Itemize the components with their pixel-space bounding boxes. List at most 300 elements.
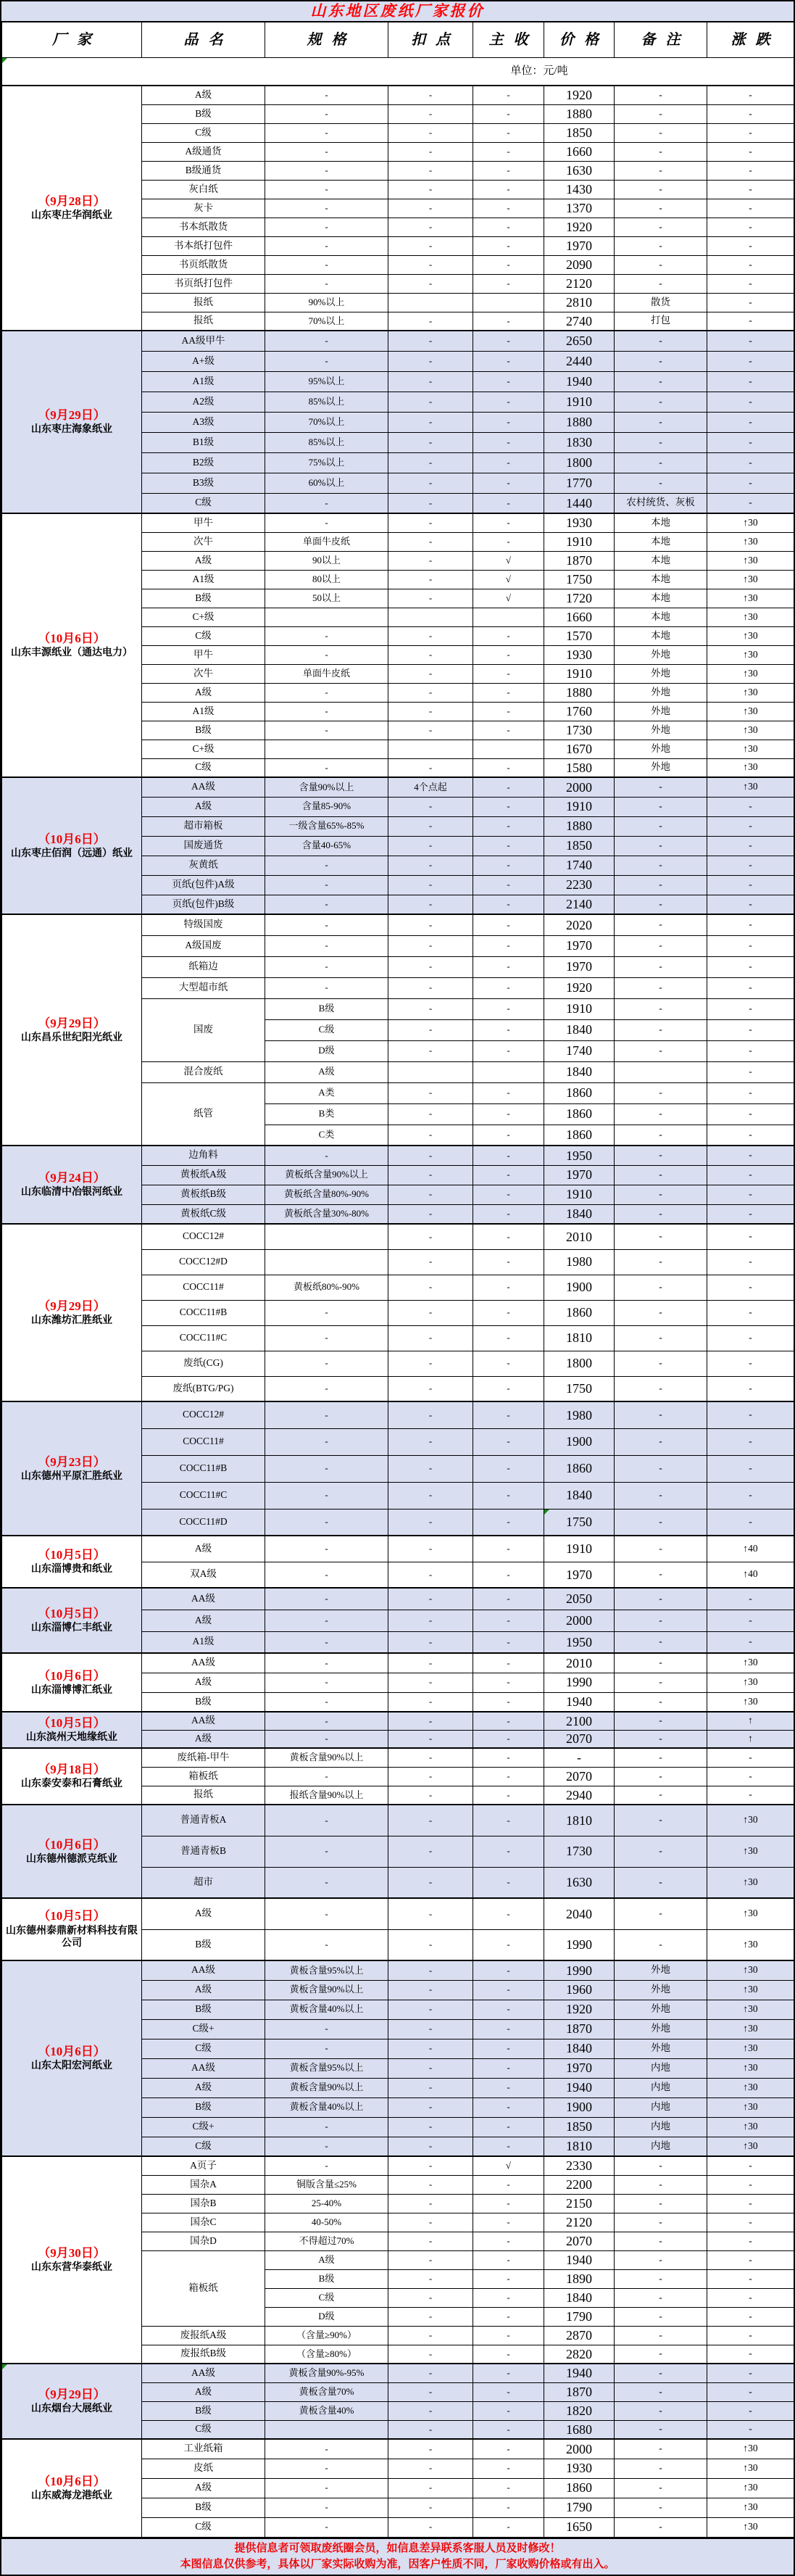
product-cell: A1级 bbox=[142, 1631, 265, 1653]
product-cell: COCC11#B bbox=[142, 1300, 265, 1325]
deduction-cell: - bbox=[388, 1653, 473, 1673]
change-cell: - bbox=[707, 1185, 794, 1204]
product-cell: COCC12# bbox=[142, 1224, 265, 1249]
deduction-cell: - bbox=[388, 914, 473, 935]
spec-cell: - bbox=[265, 1482, 388, 1509]
deduction-cell: - bbox=[388, 1836, 473, 1867]
note-cell: - bbox=[615, 797, 707, 816]
note-cell: - bbox=[615, 1730, 707, 1748]
main-collect-cell: - bbox=[473, 626, 544, 645]
change-cell: - bbox=[707, 1082, 794, 1103]
spec-cell: 黄板含量95%以上 bbox=[265, 2058, 388, 2078]
spec-cell: 铜版含量≤25% bbox=[265, 2175, 388, 2194]
change-cell: ↑30 bbox=[707, 626, 794, 645]
change-cell: ↑30 bbox=[707, 2498, 794, 2517]
note-cell: 外地 bbox=[615, 683, 707, 702]
deduction-cell: - bbox=[388, 551, 473, 570]
change-cell: - bbox=[707, 1786, 794, 1805]
change-cell: - bbox=[707, 392, 794, 412]
factory-section bbox=[2, 914, 794, 1146]
price-cell: 2070 bbox=[544, 2232, 615, 2250]
product-cell: 皮纸 bbox=[142, 2459, 265, 2478]
product-cell: A页子 bbox=[142, 2156, 265, 2175]
page-title: 山东地区废纸厂家报价 bbox=[1, 1, 794, 22]
spec-cell: - bbox=[265, 199, 388, 218]
spec-cell: 报纸含量90%以上 bbox=[265, 1786, 388, 1805]
main-collect-cell: - bbox=[473, 1185, 544, 1204]
change-cell: - bbox=[707, 2326, 794, 2345]
spec-cell: - bbox=[265, 513, 388, 532]
spec-cell: - bbox=[265, 1610, 388, 1631]
deduction-cell: - bbox=[388, 816, 473, 836]
main-collect-cell: - bbox=[473, 2232, 544, 2250]
spec-cell: - bbox=[265, 2039, 388, 2058]
change-cell: - bbox=[707, 1631, 794, 1653]
spec-cell: 90%以上 bbox=[265, 293, 388, 312]
deduction-cell bbox=[388, 293, 473, 312]
price-cell: 2940 bbox=[544, 1786, 615, 1805]
change-cell: ↑30 bbox=[707, 608, 794, 626]
main-collect-cell: - bbox=[473, 199, 544, 218]
price-cell: 1660 bbox=[544, 142, 615, 161]
deduction-cell: - bbox=[388, 2517, 473, 2537]
product-cell: C+级 bbox=[142, 740, 265, 758]
factory-section bbox=[2, 86, 794, 331]
change-cell: - bbox=[707, 236, 794, 255]
main-collect-cell: - bbox=[473, 1275, 544, 1300]
change-cell: - bbox=[707, 1351, 794, 1376]
spec-cell: 黄板含量40%以上 bbox=[265, 2000, 388, 2019]
product-cell: 书本纸打包件 bbox=[142, 236, 265, 255]
change-cell: - bbox=[707, 797, 794, 816]
main-collect-cell: - bbox=[473, 935, 544, 956]
spec-cell: - bbox=[265, 2156, 388, 2175]
price-cell: 1860 bbox=[544, 1082, 615, 1103]
note-cell: - bbox=[615, 331, 707, 351]
main-collect-cell: - bbox=[473, 1249, 544, 1275]
main-collect-cell: - bbox=[473, 1610, 544, 1631]
price-cell: 1940 bbox=[544, 371, 615, 392]
note-cell: - bbox=[615, 1249, 707, 1275]
change-cell: - bbox=[707, 1103, 794, 1125]
note-cell: - bbox=[615, 2175, 707, 2194]
product-cell: AA级甲牛 bbox=[142, 331, 265, 351]
factory-cell bbox=[2, 1898, 142, 1960]
price-cell: 2150 bbox=[544, 2194, 615, 2213]
deduction-cell: - bbox=[388, 2019, 473, 2039]
spec-cell: - bbox=[265, 1653, 388, 1673]
change-cell: - bbox=[707, 998, 794, 1019]
deduction-cell: - bbox=[388, 1455, 473, 1482]
product-cell: 灰白纸 bbox=[142, 180, 265, 199]
factory-name: 山东泰安泰和石膏纸业 bbox=[21, 1778, 122, 1790]
table-row bbox=[2, 1536, 794, 1562]
price-cell: 1950 bbox=[544, 1146, 615, 1165]
price-cell: 1790 bbox=[544, 2307, 615, 2326]
spec-cell: - bbox=[265, 1300, 388, 1325]
note-cell: 外地 bbox=[615, 721, 707, 740]
table-row bbox=[2, 1960, 794, 1980]
deduction-cell: - bbox=[388, 856, 473, 875]
note-cell: - bbox=[615, 412, 707, 432]
note-cell: - bbox=[615, 432, 707, 452]
product-cell: COCC11# bbox=[142, 1428, 265, 1455]
main-collect-cell: - bbox=[473, 1455, 544, 1482]
table-row bbox=[2, 1588, 794, 1610]
change-cell: ↑30 bbox=[707, 532, 794, 551]
change-cell: ↑30 bbox=[707, 1673, 794, 1692]
change-cell: - bbox=[707, 2345, 794, 2364]
change-cell: - bbox=[707, 142, 794, 161]
deduction-cell: - bbox=[388, 2459, 473, 2478]
product-cell: 书本纸散货 bbox=[142, 218, 265, 236]
change-cell: ↑30 bbox=[707, 2097, 794, 2117]
note-cell: - bbox=[615, 2250, 707, 2269]
price-cell: 2810 bbox=[544, 293, 615, 312]
product-cell: C级 bbox=[142, 2137, 265, 2156]
quote-date: （10月6日） bbox=[38, 631, 106, 646]
spec-cell: - bbox=[265, 1325, 388, 1351]
spec-cell: - bbox=[265, 977, 388, 998]
factory-cell bbox=[2, 1748, 142, 1805]
deduction-cell: - bbox=[388, 895, 473, 914]
price-cell: 1910 bbox=[544, 392, 615, 412]
main-collect-cell: - bbox=[473, 2250, 544, 2269]
product-cell: A级 bbox=[142, 1536, 265, 1562]
change-cell: - bbox=[707, 2382, 794, 2401]
note-cell: - bbox=[615, 2459, 707, 2478]
main-collect-cell: - bbox=[473, 1692, 544, 1712]
spec-cell: 85%以上 bbox=[265, 392, 388, 412]
price-cell: 2100 bbox=[544, 1712, 615, 1730]
price-cell: 1880 bbox=[544, 683, 615, 702]
product-cell: 废报纸B级 bbox=[142, 2345, 265, 2364]
main-collect-cell: - bbox=[473, 432, 544, 452]
product-cell: AA级 bbox=[142, 1588, 265, 1610]
deduction-cell: 4个点起 bbox=[388, 777, 473, 797]
main-collect-cell: - bbox=[473, 2326, 544, 2345]
deduction-cell: - bbox=[388, 1712, 473, 1730]
price-cell: 1990 bbox=[544, 1673, 615, 1692]
change-cell: - bbox=[707, 371, 794, 392]
deduction-cell: - bbox=[388, 1536, 473, 1562]
price-cell: 1860 bbox=[544, 1300, 615, 1325]
main-collect-cell: - bbox=[473, 1325, 544, 1351]
deduction-cell: - bbox=[388, 1562, 473, 1588]
main-collect-cell: - bbox=[473, 1786, 544, 1805]
change-cell: - bbox=[707, 895, 794, 914]
product-cell: A级 bbox=[142, 551, 265, 570]
note-cell: - bbox=[615, 914, 707, 935]
product-cell: A级 bbox=[142, 86, 265, 104]
change-cell: - bbox=[707, 473, 794, 493]
main-collect-cell: - bbox=[473, 1224, 544, 1249]
note-cell: - bbox=[615, 1712, 707, 1730]
price-cell: 2090 bbox=[544, 255, 615, 274]
footer-disclaimer bbox=[1, 2538, 794, 2575]
price-cell: 1920 bbox=[544, 218, 615, 236]
change-cell: - bbox=[707, 2420, 794, 2439]
spec-cell: - bbox=[265, 1401, 388, 1428]
product-cell: 灰黄纸 bbox=[142, 856, 265, 875]
product-cell: C级 bbox=[142, 493, 265, 513]
table-row bbox=[2, 1898, 794, 1929]
main-collect-cell: - bbox=[473, 2307, 544, 2326]
note-cell: - bbox=[615, 2364, 707, 2382]
note-cell: 外地 bbox=[615, 740, 707, 758]
spec-cell: 80以上 bbox=[265, 570, 388, 589]
factory-cell bbox=[2, 2439, 142, 2537]
spec-cell: D级 bbox=[265, 1040, 388, 1061]
main-collect-cell: - bbox=[473, 2364, 544, 2382]
note-cell: - bbox=[615, 1082, 707, 1103]
factory-name: 山东威海龙港纸业 bbox=[31, 2490, 112, 2502]
table-row bbox=[2, 86, 794, 104]
spec-cell: C级 bbox=[265, 1019, 388, 1040]
change-cell: - bbox=[707, 2156, 794, 2175]
main-collect-cell: - bbox=[473, 2345, 544, 2364]
product-cell: B1级 bbox=[142, 432, 265, 452]
main-collect-cell bbox=[473, 740, 544, 758]
deduction-cell: - bbox=[388, 2401, 473, 2420]
factory-cell bbox=[2, 1588, 142, 1653]
deduction-cell: - bbox=[388, 2269, 473, 2288]
footer-line-2: 本图信息仅供参考，具体以厂家实际收购为准，因客户性质不同，厂家收购价格或有出入。 bbox=[180, 2558, 615, 2570]
change-cell: - bbox=[707, 977, 794, 998]
note-cell: - bbox=[615, 1748, 707, 1767]
price-cell: 2740 bbox=[544, 312, 615, 331]
deduction-cell: - bbox=[388, 2078, 473, 2097]
deduction-cell: - bbox=[388, 2382, 473, 2401]
change-cell: - bbox=[707, 493, 794, 513]
main-collect-cell: - bbox=[473, 2401, 544, 2420]
price-cell: 1820 bbox=[544, 2401, 615, 2420]
change-cell: - bbox=[707, 1748, 794, 1767]
spec-cell: 黄板纸80%-90% bbox=[265, 1275, 388, 1300]
factory-cell bbox=[2, 1712, 142, 1748]
deduction-cell: - bbox=[388, 2097, 473, 2117]
spec-cell: - bbox=[265, 956, 388, 977]
price-cell: 1660 bbox=[544, 608, 615, 626]
product-cell: C级 bbox=[142, 758, 265, 777]
change-cell: - bbox=[707, 1588, 794, 1610]
main-collect-cell: √ bbox=[473, 2156, 544, 2175]
deduction-cell: - bbox=[388, 1610, 473, 1631]
main-collect-cell: - bbox=[473, 1748, 544, 1767]
change-cell: ↑30 bbox=[707, 2439, 794, 2459]
note-cell: - bbox=[615, 1929, 707, 1960]
main-collect-cell: - bbox=[473, 142, 544, 161]
quote-date: （9月29日） bbox=[38, 1299, 106, 1313]
table-row bbox=[2, 1653, 794, 1673]
spec-cell bbox=[265, 608, 388, 626]
change-cell: - bbox=[707, 1428, 794, 1455]
spec-cell: 含量90%以上 bbox=[265, 777, 388, 797]
deduction-cell: - bbox=[388, 2326, 473, 2345]
change-cell: ↑30 bbox=[707, 645, 794, 664]
note-cell: - bbox=[615, 1673, 707, 1692]
note-cell: - bbox=[615, 142, 707, 161]
main-collect-cell: - bbox=[473, 331, 544, 351]
factory-name: 山东枣庄海象纸业 bbox=[31, 424, 112, 436]
spec-cell: 40-50% bbox=[265, 2213, 388, 2232]
product-cell: 国废通货 bbox=[142, 836, 265, 856]
price-cell: 1750 bbox=[544, 1509, 615, 1536]
factory-name: 山东淄博博汇纸业 bbox=[31, 1684, 112, 1696]
factory-section bbox=[2, 1960, 794, 2156]
table-row bbox=[2, 1805, 794, 1836]
note-cell: - bbox=[615, 86, 707, 104]
price-cell: 1810 bbox=[544, 1805, 615, 1836]
factory-section bbox=[2, 1588, 794, 1653]
change-cell: - bbox=[707, 161, 794, 180]
deduction-cell: - bbox=[388, 2175, 473, 2194]
spec-cell: - bbox=[265, 2117, 388, 2137]
deduction-cell: - bbox=[388, 236, 473, 255]
factory-section bbox=[2, 513, 794, 777]
spec-cell: 95%以上 bbox=[265, 371, 388, 392]
note-cell: - bbox=[615, 816, 707, 836]
quote-date: （10月5日） bbox=[38, 1716, 106, 1731]
price-cell: 1930 bbox=[544, 645, 615, 664]
change-cell: ↑40 bbox=[707, 1536, 794, 1562]
table-row bbox=[2, 2439, 794, 2459]
spec-cell: - bbox=[265, 1631, 388, 1653]
note-cell: - bbox=[615, 2194, 707, 2213]
spec-cell: - bbox=[265, 1351, 388, 1376]
main-collect-cell: - bbox=[473, 371, 544, 392]
deduction-cell: - bbox=[388, 473, 473, 493]
note-cell: - bbox=[615, 1185, 707, 1204]
note-cell: - bbox=[615, 875, 707, 895]
change-cell: - bbox=[707, 312, 794, 331]
main-collect-cell: - bbox=[473, 392, 544, 412]
main-collect-cell: - bbox=[473, 532, 544, 551]
deduction-cell: - bbox=[388, 1692, 473, 1712]
factory-cell bbox=[2, 86, 142, 331]
quote-date: （9月29日） bbox=[38, 408, 106, 423]
price-cell: 1810 bbox=[544, 1325, 615, 1351]
price-cell: 2870 bbox=[544, 2326, 615, 2345]
product-cell: 废纸(CG) bbox=[142, 1351, 265, 1376]
change-cell: - bbox=[707, 1482, 794, 1509]
change-cell: - bbox=[707, 1401, 794, 1428]
factory-section bbox=[2, 2439, 794, 2537]
change-cell: - bbox=[707, 875, 794, 895]
deduction-cell: - bbox=[388, 2117, 473, 2137]
note-cell: - bbox=[615, 977, 707, 998]
product-cell: COCC12#D bbox=[142, 1249, 265, 1275]
price-cell: 1860 bbox=[544, 2478, 615, 2498]
spec-cell: 85%以上 bbox=[265, 432, 388, 452]
product-cell: B级通货 bbox=[142, 161, 265, 180]
note-cell: - bbox=[615, 351, 707, 371]
product-cell: 页纸(包件)B级 bbox=[142, 895, 265, 914]
main-collect-cell: - bbox=[473, 777, 544, 797]
main-collect-cell: - bbox=[473, 702, 544, 721]
price-cell: 1910 bbox=[544, 1536, 615, 1562]
price-cell: 2000 bbox=[544, 1610, 615, 1631]
change-cell: - bbox=[707, 2307, 794, 2326]
price-cell: 1670 bbox=[544, 740, 615, 758]
price-cell: 2070 bbox=[544, 1730, 615, 1748]
price-cell: 1870 bbox=[544, 2382, 615, 2401]
price-cell: 1440 bbox=[544, 493, 615, 513]
deduction-cell: - bbox=[388, 2364, 473, 2382]
change-cell: ↑30 bbox=[707, 2058, 794, 2078]
deduction-cell: - bbox=[388, 161, 473, 180]
spec-cell: 70%以上 bbox=[265, 312, 388, 331]
note-cell: - bbox=[615, 236, 707, 255]
spec-cell: - bbox=[265, 2478, 388, 2498]
spec-cell: - bbox=[265, 2459, 388, 2478]
note-cell: - bbox=[615, 218, 707, 236]
main-collect-cell: - bbox=[473, 2097, 544, 2117]
deduction-cell: - bbox=[388, 2194, 473, 2213]
note-cell: - bbox=[615, 161, 707, 180]
table-row bbox=[2, 331, 794, 351]
product-cell: 甲牛 bbox=[142, 645, 265, 664]
note-cell: - bbox=[615, 1867, 707, 1898]
note-cell: - bbox=[615, 1588, 707, 1610]
price-cell: 1900 bbox=[544, 2097, 615, 2117]
note-cell: - bbox=[615, 274, 707, 293]
deduction-cell: - bbox=[388, 645, 473, 664]
price-cell: 1900 bbox=[544, 1275, 615, 1300]
deduction-cell: - bbox=[388, 1748, 473, 1767]
note-cell: 散货 bbox=[615, 293, 707, 312]
product-cell: B2级 bbox=[142, 452, 265, 473]
price-cell: 1990 bbox=[544, 1960, 615, 1980]
note-cell: 本地 bbox=[615, 626, 707, 645]
deduction-cell: - bbox=[388, 589, 473, 608]
factory-name: 山东枣庄佰润（远通）纸业 bbox=[11, 848, 133, 859]
main-collect-cell: - bbox=[473, 2517, 544, 2537]
note-cell: - bbox=[615, 473, 707, 493]
note-cell: - bbox=[615, 2326, 707, 2345]
note-cell: 本地 bbox=[615, 551, 707, 570]
factory-cell bbox=[2, 513, 142, 777]
change-cell: - bbox=[707, 1125, 794, 1146]
product-cell: B级 bbox=[142, 2498, 265, 2517]
deduction-cell: - bbox=[388, 1482, 473, 1509]
price-cell: - bbox=[544, 1748, 615, 1767]
product-cell: A级 bbox=[142, 2382, 265, 2401]
change-cell: - bbox=[707, 1040, 794, 1061]
change-cell: ↑30 bbox=[707, 1836, 794, 1867]
note-cell: - bbox=[615, 895, 707, 914]
change-cell: - bbox=[707, 956, 794, 977]
deduction-cell: - bbox=[388, 371, 473, 392]
main-collect-cell: - bbox=[473, 1562, 544, 1588]
spec-cell bbox=[265, 1224, 388, 1249]
spec-cell: - bbox=[265, 758, 388, 777]
deduction-cell: - bbox=[388, 1146, 473, 1165]
spec-cell: C类 bbox=[265, 1125, 388, 1146]
spec-cell: - bbox=[265, 1712, 388, 1730]
price-cell: 1940 bbox=[544, 1692, 615, 1712]
deduction-cell: - bbox=[388, 2288, 473, 2307]
factory-name: 山东德州平原汇胜纸业 bbox=[21, 1470, 122, 1482]
price-cell: 1810 bbox=[544, 2137, 615, 2156]
product-cell: A级 bbox=[142, 1980, 265, 2000]
main-collect-cell: - bbox=[473, 473, 544, 493]
factory-section bbox=[2, 1805, 794, 1898]
change-cell: ↑30 bbox=[707, 664, 794, 683]
deduction-cell bbox=[388, 1061, 473, 1082]
spec-cell: 一级含量65%-85% bbox=[265, 816, 388, 836]
spec-cell: - bbox=[265, 1867, 388, 1898]
